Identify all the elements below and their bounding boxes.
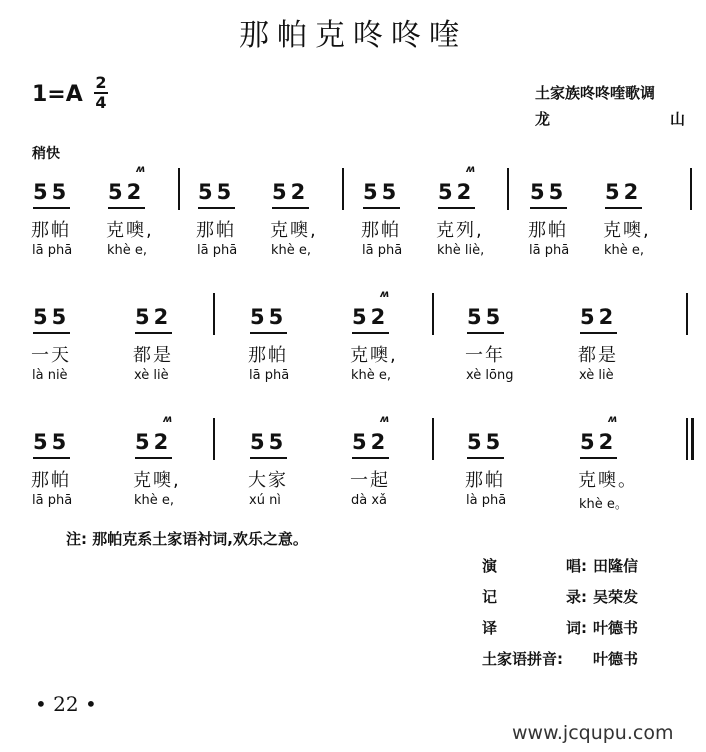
pinyin: xè liè <box>579 368 614 383</box>
lyric: 大家 <box>248 470 288 491</box>
pinyin: là niè <box>32 368 68 383</box>
lyric: 那帕 <box>465 470 505 491</box>
source-place-2: 山 <box>669 110 685 128</box>
mordent-icon: ʍ <box>608 414 618 425</box>
pinyin: khè e。 <box>579 497 628 512</box>
lyric: 一起 <box>350 470 390 491</box>
lyric: 那帕 <box>248 345 288 366</box>
barline <box>178 168 180 210</box>
lyric: 一天 <box>31 345 71 366</box>
note-group: 52 <box>438 180 475 209</box>
note-group: 52 <box>580 430 617 459</box>
pinyin: khè e, <box>134 493 175 508</box>
note-group: 52 <box>580 305 617 334</box>
credit-name: 叶德书 <box>593 619 639 637</box>
note-group: 55 <box>530 180 567 209</box>
source-place-1: 龙 <box>535 110 551 128</box>
note-group: 52 <box>135 305 172 334</box>
credit-role-text: 译 <box>482 619 498 637</box>
watermark: www.jcqupu.com <box>512 722 674 744</box>
credit-role <box>482 648 587 669</box>
page-number: • 22 • <box>35 692 97 716</box>
mordent-icon: ʍ <box>380 414 390 425</box>
note-group: 55 <box>33 305 70 334</box>
lyric: 克列, <box>436 220 484 241</box>
note-group: 52 <box>272 180 309 209</box>
barline <box>213 293 215 335</box>
note-group: 55 <box>33 430 70 459</box>
pinyin: khè liè, <box>437 243 485 258</box>
credit-role <box>482 555 587 576</box>
pinyin: lā phā <box>32 243 73 258</box>
barline <box>213 418 215 460</box>
lyric: 那帕 <box>528 220 568 241</box>
lyric: 都是 <box>133 345 173 366</box>
lyric: 都是 <box>578 345 618 366</box>
barline <box>432 418 434 460</box>
barline <box>507 168 509 210</box>
note-group: 55 <box>198 180 235 209</box>
pinyin: lā phā <box>249 368 290 383</box>
time-signature <box>94 74 108 112</box>
lyric: 那帕 <box>361 220 401 241</box>
mordent-icon: ʍ <box>136 164 146 175</box>
note-group: 55 <box>467 430 504 459</box>
source-genre: 土家族咚咚喹歌调 <box>535 84 656 102</box>
lyric: 克噢, <box>603 220 651 241</box>
credit-role <box>482 586 587 607</box>
pinyin: khè e, <box>107 243 148 258</box>
song-source <box>535 80 685 132</box>
pinyin: xú nì <box>249 493 281 508</box>
footnote: 注: 那帕克系土家语衬词,欢乐之意。 <box>66 530 308 548</box>
note-group: 55 <box>363 180 400 209</box>
note-group: 55 <box>467 305 504 334</box>
lyric: 克噢, <box>350 345 398 366</box>
note-group: 52 <box>108 180 145 209</box>
lyric: 克噢。 <box>578 470 638 491</box>
credit-name: 田隆信 <box>593 557 639 575</box>
note-group: 52 <box>135 430 172 459</box>
barline-final <box>691 418 694 460</box>
mordent-icon: ʍ <box>466 164 476 175</box>
mordent-icon: ʍ <box>380 289 390 300</box>
pinyin: khè e, <box>351 368 392 383</box>
pinyin: xè lōng <box>466 368 514 383</box>
credit-name: 吴荣发 <box>593 588 639 606</box>
time-signature-bottom: 4 <box>95 93 107 112</box>
lyric: 克噢, <box>106 220 154 241</box>
credit-row <box>482 555 682 576</box>
pinyin: lā phā <box>529 243 570 258</box>
pinyin: khè e, <box>271 243 312 258</box>
tempo-marking: 稍快 <box>32 146 60 162</box>
barline <box>686 418 688 460</box>
credit-role-text: 录 : <box>566 586 587 607</box>
credit-row <box>482 617 682 638</box>
lyric: 克噢, <box>270 220 318 241</box>
barline <box>432 293 434 335</box>
mordent-icon: ʍ <box>163 414 173 425</box>
key-signature: 1=A <box>32 82 83 107</box>
pinyin: khè e, <box>604 243 645 258</box>
lyric: 一年 <box>465 345 505 366</box>
pinyin: dà xǎ <box>351 493 388 508</box>
note-group: 55 <box>250 305 287 334</box>
pinyin: xè liè <box>134 368 169 383</box>
pinyin: lā phā <box>32 493 73 508</box>
pinyin: lā phā <box>362 243 403 258</box>
note-group: 52 <box>605 180 642 209</box>
credit-role-text: 词 : <box>566 617 587 638</box>
pinyin: lā phā <box>197 243 238 258</box>
credit-name: 叶德书 <box>593 650 639 668</box>
time-signature-top: 2 <box>95 73 107 92</box>
credit-role-text: 演 <box>482 557 498 575</box>
credit-role <box>482 617 587 638</box>
note-group: 52 <box>352 430 389 459</box>
barline <box>342 168 344 210</box>
lyric: 那帕 <box>31 470 71 491</box>
note-group: 55 <box>33 180 70 209</box>
lyric: 那帕 <box>31 220 71 241</box>
song-title: 那帕克咚咚喹 <box>239 18 467 53</box>
lyric: 克噢, <box>133 470 181 491</box>
note-group: 55 <box>250 430 287 459</box>
note-group: 52 <box>352 305 389 334</box>
credit-role-text: 土家语拼音 : <box>482 648 563 669</box>
barline <box>690 168 692 210</box>
credit-row <box>482 586 682 607</box>
credit-row <box>482 648 682 669</box>
credit-role-text: 记 <box>482 588 498 606</box>
pinyin: là phā <box>466 493 507 508</box>
lyric: 那帕 <box>196 220 236 241</box>
credit-role-text: 唱 : <box>566 555 587 576</box>
barline <box>686 293 688 335</box>
